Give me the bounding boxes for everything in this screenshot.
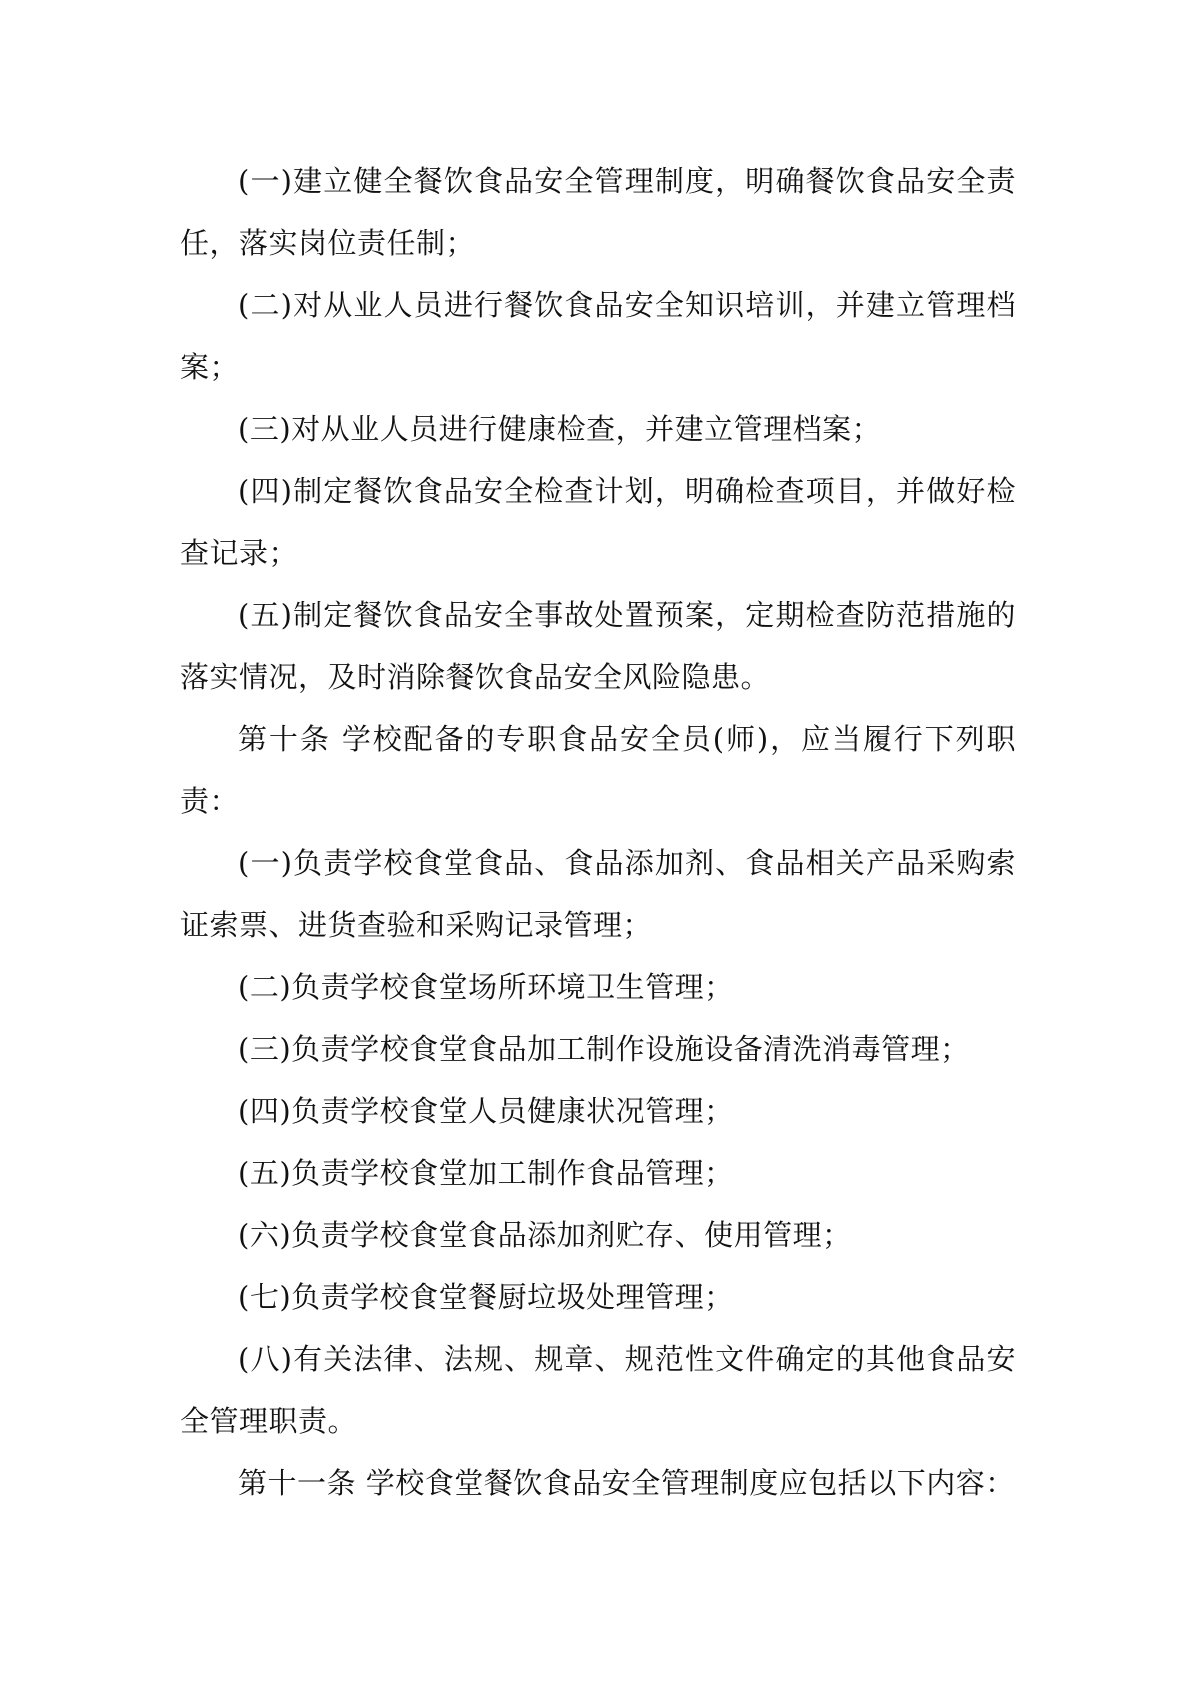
paragraph: (六)负责学校食堂食品添加剂贮存、使用管理； — [238, 1218, 852, 1252]
paragraph: (二)对从业人员进行餐饮食品安全知识培训，并建立管理档案； — [180, 288, 1016, 384]
paragraph: (八)有关法律、法规、规章、规范性文件确定的其他食品安全管理职责。 — [180, 1342, 1016, 1438]
paragraph: (一)建立健全餐饮食品安全管理制度，明确餐饮食品安全责任，落实岗位责任制； — [180, 164, 1016, 260]
paragraph: (五)负责学校食堂加工制作食品管理； — [238, 1156, 734, 1190]
paragraph: (三)负责学校食堂食品加工制作设施设备清洗消毒管理； — [238, 1032, 970, 1066]
paragraph: (五)制定餐饮食品安全事故处置预案，定期检查防范措施的落实情况，及时消除餐饮食品安全风险隐患。 — [180, 598, 1016, 694]
document-body — [180, 150, 1016, 1514]
paragraph: (二)负责学校食堂场所环境卫生管理； — [238, 970, 734, 1004]
article-heading-paragraph: 第十条 学校配备的专职食品安全员(师)，应当履行下列职责： — [180, 722, 1016, 818]
paragraph: (三)对从业人员进行健康检查，并建立管理档案； — [238, 412, 882, 446]
paragraph: (四)负责学校食堂人员健康状况管理； — [238, 1094, 734, 1128]
article-heading-paragraph: 第十一条 学校食堂餐饮食品安全管理制度应包括以下内容： — [238, 1466, 1015, 1500]
paragraph: (四)制定餐饮食品安全检查计划，明确检查项目，并做好检查记录； — [180, 474, 1016, 570]
paragraph: (七)负责学校食堂餐厨垃圾处理管理； — [238, 1280, 734, 1314]
paragraph: (一)负责学校食堂食品、食品添加剂、食品相关产品采购索证索票、进货查验和采购记录管理； — [180, 846, 1016, 942]
